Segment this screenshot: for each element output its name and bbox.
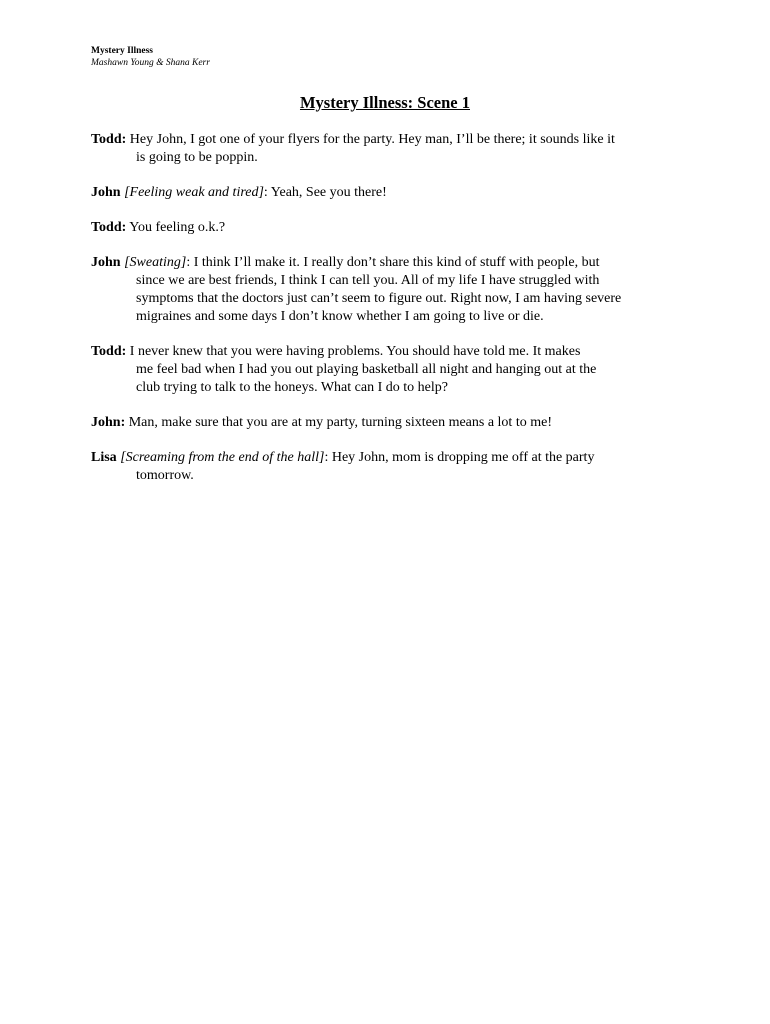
dialogue-text: I think I’ll make it. I really don’t share this kind of stuff with people, but [193, 255, 600, 270]
direction-colon: : [263, 185, 268, 200]
running-header [91, 45, 210, 69]
dialogue-text: Yeah, See you there! [270, 185, 387, 200]
header-title: Mystery Illness [91, 46, 154, 56]
dialogue-text: Hey John, mom is dropping me off at the party [331, 450, 595, 465]
dialogue-text: is going to be poppin. [136, 150, 258, 165]
dialogue-line [91, 343, 681, 397]
speaker-name: Todd: [91, 132, 127, 147]
dialogue-text: You feeling o.k.? [129, 220, 226, 235]
dialogue-row [91, 149, 681, 167]
dialogue-text: me feel bad when I had you out playing basketball all night and hanging out at the [136, 362, 597, 377]
dialogue-row [91, 467, 681, 485]
speaker-name: Todd: [91, 220, 127, 235]
dialogue-row [91, 308, 681, 326]
dialogue-line [91, 449, 681, 485]
dialogue-row [91, 272, 681, 290]
header-authors: Mashawn Young & Shana Kerr [91, 58, 210, 68]
script-body [91, 131, 681, 502]
stage-direction: [Screaming from the end of the hall] [120, 450, 325, 465]
dialogue-text: Man, make sure that you are at my party, turning sixteen means a lot to me! [128, 415, 552, 430]
dialogue-row [91, 290, 681, 308]
dialogue-row [91, 219, 681, 237]
dialogue-text: Hey John, I got one of your flyers for the party. Hey man, I’ll be there; it sounds like it [129, 132, 615, 147]
dialogue-row [91, 184, 681, 202]
dialogue-line [91, 254, 681, 326]
speaker-name: John: [91, 415, 126, 430]
dialogue-row [91, 449, 681, 467]
scene-title: Mystery Illness: Scene 1 [299, 93, 470, 112]
dialogue-text: since we are best friends, I think I can tell you. All of my life I have struggled with [136, 273, 600, 288]
dialogue-text: migraines and some days I don’t know whether I am going to live or die. [136, 309, 544, 324]
speaker-name: Todd: [91, 344, 127, 359]
dialogue-row [91, 361, 681, 379]
stage-direction: [Feeling weak and tired] [124, 185, 264, 200]
dialogue-line [91, 184, 681, 202]
dialogue-row [91, 343, 681, 361]
dialogue-text: tomorrow. [136, 468, 194, 483]
dialogue-text: club trying to talk to the honeys. What can I do to help? [136, 380, 448, 395]
dialogue-line [91, 131, 681, 167]
dialogue-text: symptoms that the doctors just can’t seem to figure out. Right now, I am having severe [136, 291, 622, 306]
stage-direction: [Sweating] [124, 255, 187, 270]
dialogue-row [91, 379, 681, 397]
speaker-name: John [91, 185, 121, 200]
dialogue-line [91, 219, 681, 237]
dialogue-text: I never knew that you were having problems. You should have told me. It makes [129, 344, 581, 359]
dialogue-line [91, 414, 681, 432]
dialogue-row [91, 254, 681, 272]
dialogue-row [91, 414, 681, 432]
speaker-name: John [91, 255, 121, 270]
direction-colon: : [324, 450, 329, 465]
speaker-name: Lisa [91, 450, 117, 465]
direction-colon: : [186, 255, 191, 270]
dialogue-row [91, 131, 681, 149]
